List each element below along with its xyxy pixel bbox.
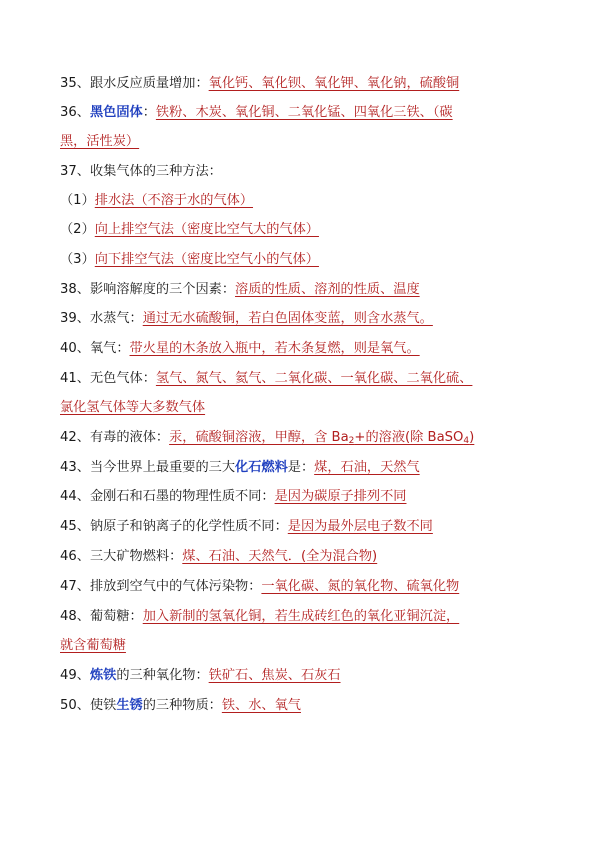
item-47 xyxy=(60,579,540,597)
question-tail: 是： xyxy=(287,460,315,475)
answer-part-mid: +的溶液(除 BaSO xyxy=(354,430,464,445)
answer-part: 汞，硫酸铜溶液，甲醇，含 Ba xyxy=(169,430,349,445)
question-text: 42、有毒的液体： xyxy=(60,430,170,445)
question-text: 48、葡萄糖： xyxy=(60,609,143,624)
subscript-2: 2 xyxy=(348,436,355,446)
answer-part-end: ) xyxy=(469,430,475,445)
answer-text-continued: 就含葡萄糖 xyxy=(60,638,126,653)
answer-text-continued: 黑，活性炭） xyxy=(60,134,140,149)
item-41 xyxy=(60,371,540,389)
answer-text: 一氧化碳、氮的氧化物、硫氧化物 xyxy=(261,579,460,594)
answer-text: 煤，石油，天然气 xyxy=(314,460,420,475)
question-number: 49、 xyxy=(60,668,90,683)
answer-text: 向下排空气法（密度比空气小的气体） xyxy=(94,252,319,267)
answer-text: 排水法（不溶于水的气体） xyxy=(94,193,254,208)
question-text: 44、金刚石和石墨的物理性质不同： xyxy=(60,489,275,504)
answer-text: 氢气、氮气、氦气、二氧化碳、一氧化碳、二氧化硫、 xyxy=(155,371,473,386)
sub-number: （2） xyxy=(60,222,95,237)
item-44 xyxy=(60,489,540,507)
question-number: 50、使铁 xyxy=(60,698,117,713)
item-39 xyxy=(60,311,540,329)
item-35 xyxy=(60,76,540,94)
sub-number: （1） xyxy=(60,193,95,208)
question-keyword: 黑色固体 xyxy=(89,105,143,120)
answer-text: 铁矿石、焦炭、石灰石 xyxy=(208,668,341,683)
answer-text: 是因为最外层电子数不同 xyxy=(287,519,433,534)
answer-text: 是因为碳原子排列不同 xyxy=(274,489,407,504)
question-tail: 的三种物质： xyxy=(142,698,222,713)
question-keyword: 化石燃料 xyxy=(235,460,288,475)
item-49 xyxy=(60,668,540,686)
item-42 xyxy=(60,430,540,448)
question-text: 37、收集气体的三种方法： xyxy=(60,164,222,179)
item-48-continuation xyxy=(60,638,540,656)
item-37-2 xyxy=(60,222,540,240)
item-48 xyxy=(60,609,540,627)
question-text: 40、氧气： xyxy=(60,341,130,356)
question-number: 36、 xyxy=(60,105,90,120)
answer-text: 向上排空气法（密度比空气大的气体） xyxy=(94,222,319,237)
answer-text: 煤、石油、天然气．(全为混合物) xyxy=(182,549,378,564)
item-45 xyxy=(60,519,540,537)
question-text: 47、排放到空气中的气体污染物： xyxy=(60,579,262,594)
item-38 xyxy=(60,282,540,300)
item-50 xyxy=(60,698,540,716)
question-keyword: 生锈 xyxy=(116,698,143,713)
answer-text: 带火星的木条放入瓶中，若木条复燃，则是氧气。 xyxy=(129,341,420,356)
item-41-continuation xyxy=(60,400,540,418)
item-37 xyxy=(60,164,540,182)
answer-text: 氧化钙、氧化钡、氧化钾、氧化钠，硫酸铜 xyxy=(208,76,460,91)
question-tail: 的三种氧化物： xyxy=(116,668,209,683)
item-36-continuation xyxy=(60,134,540,152)
item-40 xyxy=(60,341,540,359)
answer-text: 溶质的性质、溶剂的性质、温度 xyxy=(235,282,420,297)
question-text: 45、钠原子和钠离子的化学性质不同： xyxy=(60,519,288,534)
item-36 xyxy=(60,105,540,123)
answer-text: 铁、水、氧气 xyxy=(221,698,301,713)
item-43 xyxy=(60,460,540,478)
question-tail: ： xyxy=(142,105,156,120)
question-keyword: 炼铁 xyxy=(89,668,117,683)
item-37-3 xyxy=(60,252,540,270)
answer-text: 通过无水硫酸铜，若白色固体变蓝，则含水蒸气。 xyxy=(142,311,433,326)
question-text: 46、三大矿物燃料： xyxy=(60,549,183,564)
question-text: 43、当今世界上最重要的三大 xyxy=(60,460,236,475)
item-46 xyxy=(60,549,540,567)
question-text: 35、跟水反应质量增加： xyxy=(60,76,209,91)
subscript-4: 4 xyxy=(463,436,470,446)
answer-text: 加入新制的氢氧化铜，若生成砖红色的氧化亚铜沉淀， xyxy=(142,609,460,624)
answer-text xyxy=(169,430,474,445)
question-text: 39、水蒸气： xyxy=(60,311,143,326)
answer-text-continued: 氯化氢气体等大多数气体 xyxy=(60,400,206,415)
answer-text: 铁粉、木炭、氧化铜、二氧化锰、四氧化三铁、（碳 xyxy=(155,105,453,120)
question-text: 41、无色气体： xyxy=(60,371,156,386)
question-text: 38、影响溶解度的三个因素： xyxy=(60,282,236,297)
sub-number: （3） xyxy=(60,252,95,267)
item-37-1 xyxy=(60,193,540,211)
